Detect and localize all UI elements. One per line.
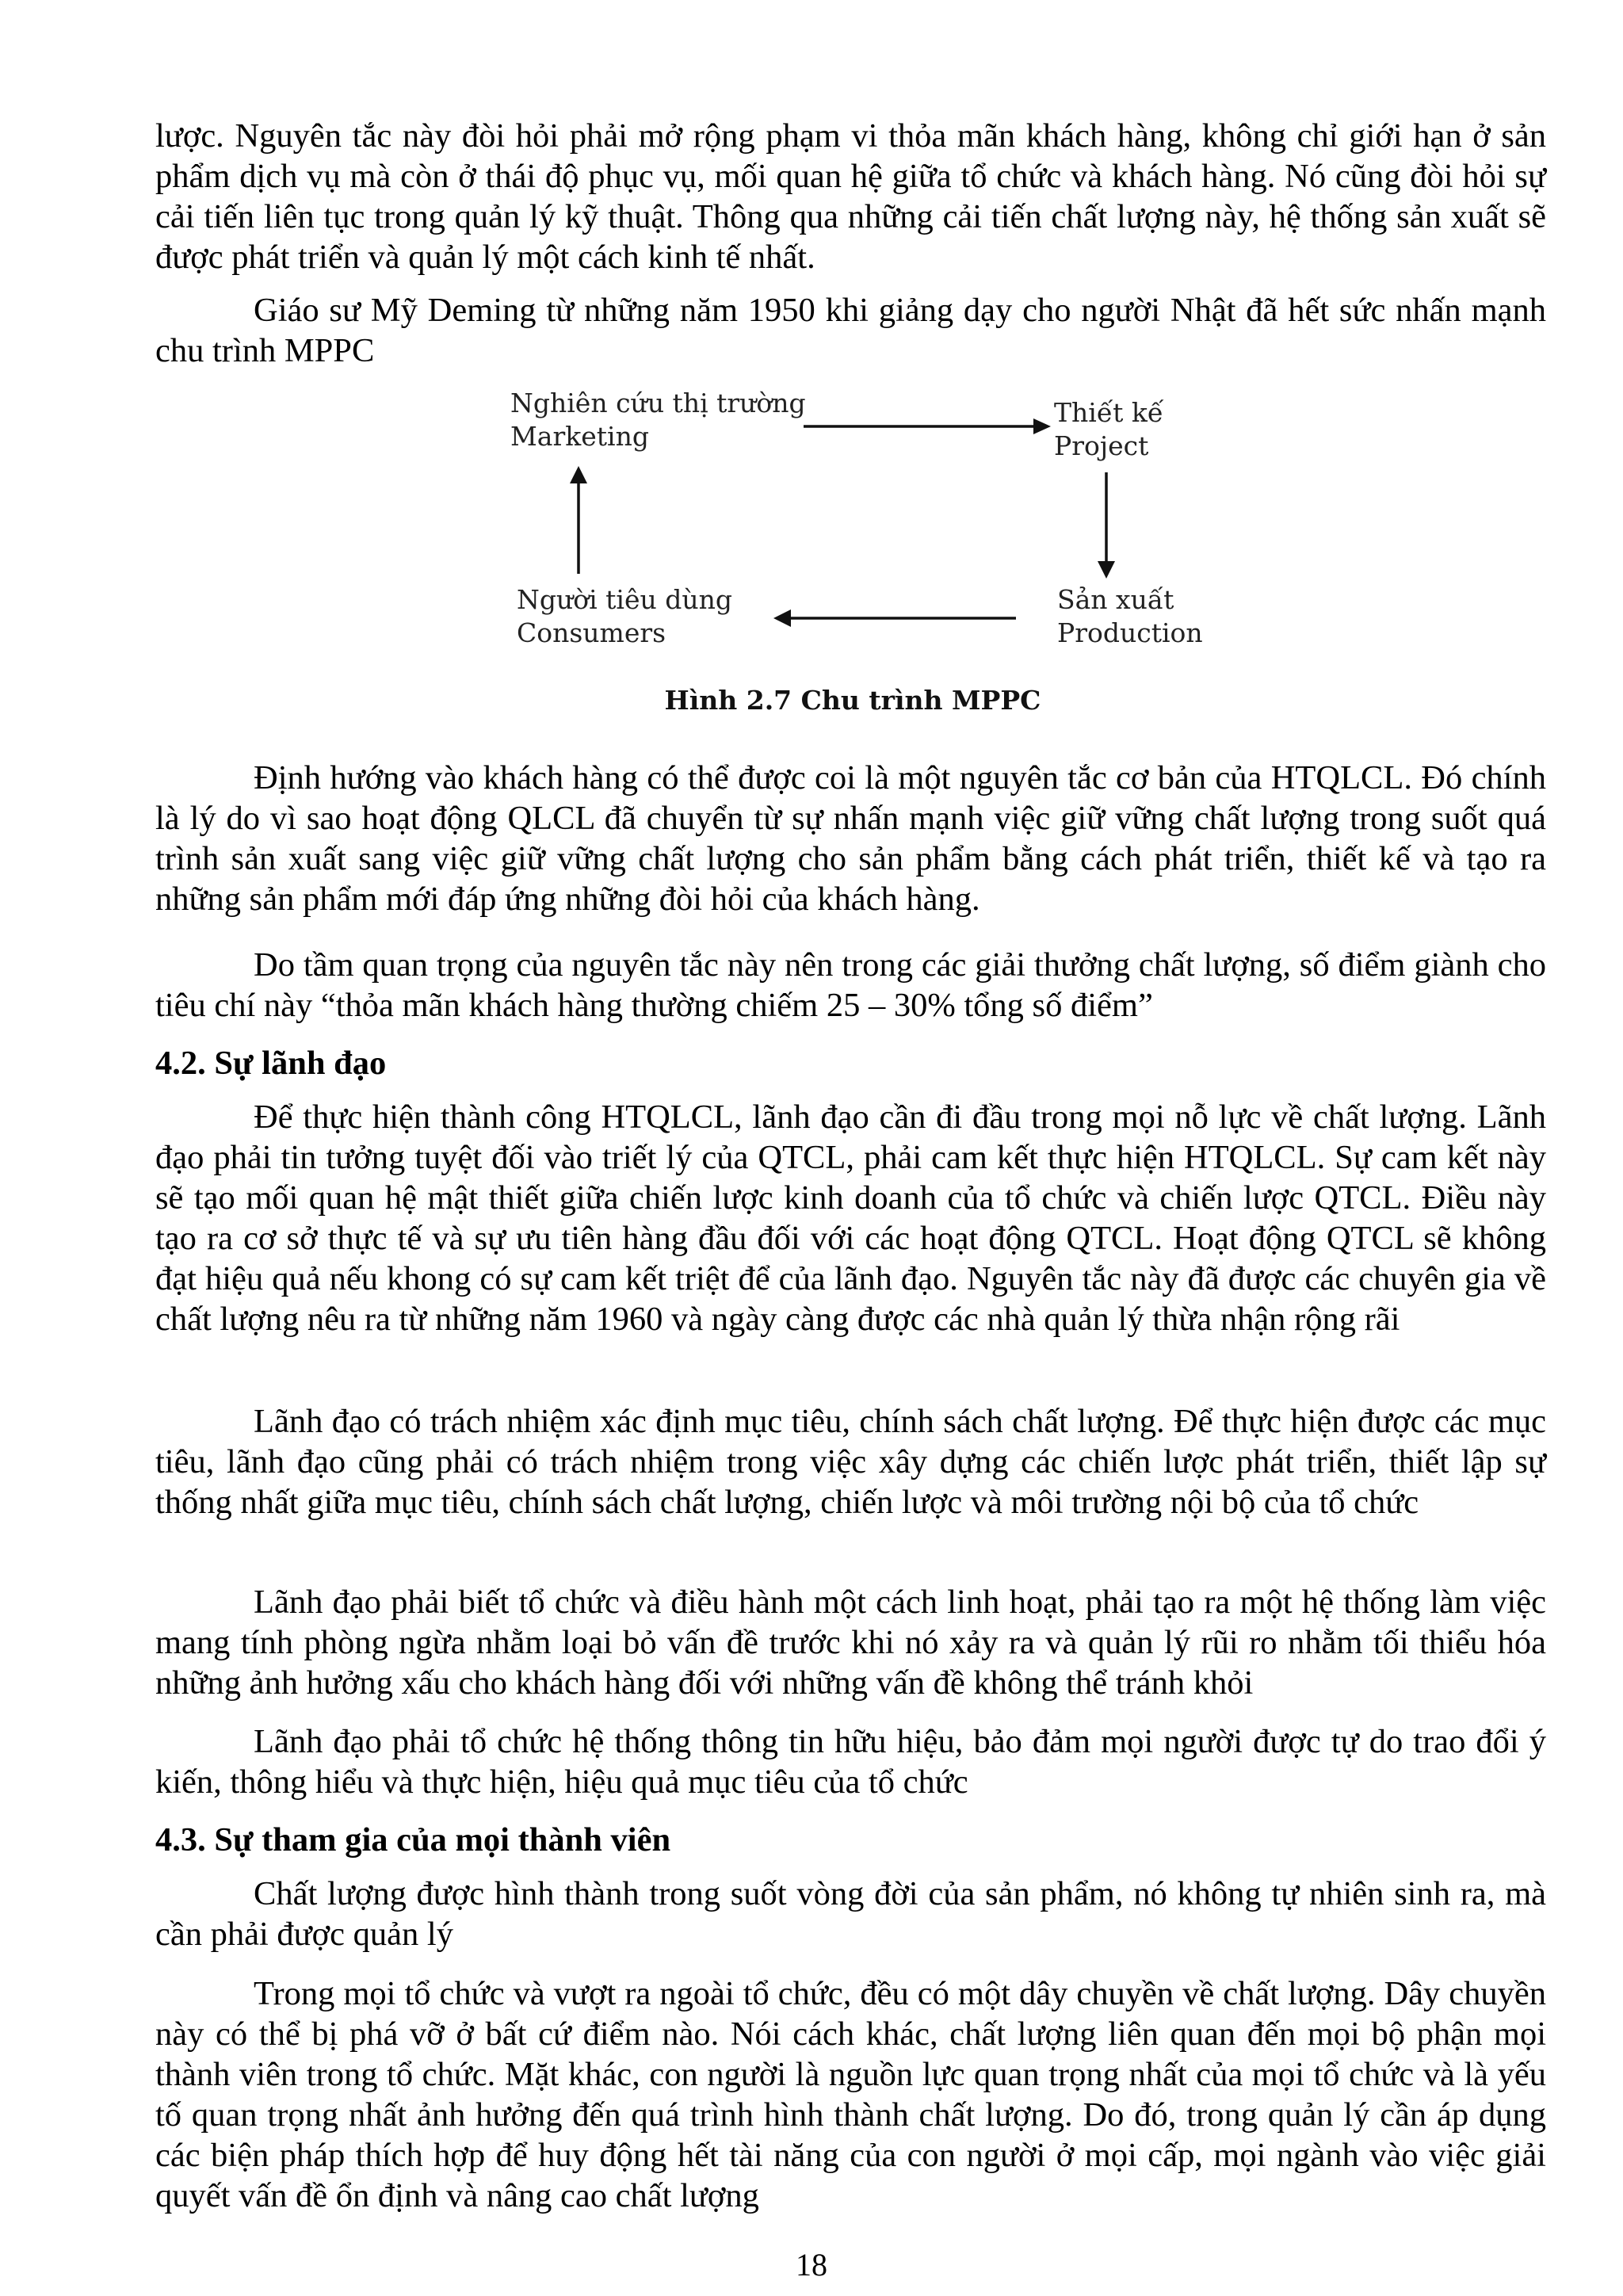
paragraph-deming: Giáo sư Mỹ Deming từ những năm 1950 khi giảng dạy cho người Nhật đã hết sức nhấn mạnh chu trình MPPC xyxy=(155,292,1546,369)
section-heading-leadership: 4.2. Sự lãnh đạo xyxy=(155,1045,387,1082)
node-marketing-vi: Nghiên cứu thị trường xyxy=(510,388,806,418)
node-marketing-en: Marketing xyxy=(510,421,649,452)
node-project-vi: Thiết kế xyxy=(1054,397,1164,428)
paragraph-leadership-objectives: Lãnh đạo có trách nhiệm xác định mục tiêu, chính sách chất lượng. Để thực hiện được các mục tiêu, lãnh đạo cũng phải có trách nhiệm trong việc xây dựng các chiến lược phát triển, thiết lập sự thống nhất giữa mục tiêu, chính sách chất lượng, chiến lược và môi trường nội bộ của tổ chức xyxy=(155,1403,1546,1521)
arrow-consumers-to-marketing xyxy=(570,466,587,574)
diagram-arrows xyxy=(504,387,1201,680)
page-number: 18 xyxy=(796,2247,827,2283)
arrow-project-to-production xyxy=(1098,472,1115,579)
paragraph-quality-chain: Trong mọi tổ chức và vượt ra ngoài tổ chức, đều có một dây chuyền về chất lượng. Dây chuyền này có thể bị phá vỡ ở bất cứ điểm nào. Nói cách khác, chất lượng liên quan đến mọi bộ phận mọi thành viên trong tổ chức. Mặt khác, con người là nguồn lực quan trọng nhất của mọi tổ chức và là yếu tố quan trọng nhất ảnh hưởng đến quá trình hình thành chất lượng. Do đó, trong quản lý cần áp dụng các biện pháp thích hợp để huy động hết tài năng của con người ở mọi cấp, mọi ngành vào việc giải quyết vấn đề ổn định và nâng cao chất lượng xyxy=(155,1975,1546,2214)
paragraph-quality-lifecycle: Chất lượng được hình thành trong suốt vòng đời của sản phẩm, nó không tự nhiên sinh ra, mà cần phải được quản lý xyxy=(155,1875,1546,1953)
paragraph-customer-orientation: Định hướng vào khách hàng có thể được coi là một nguyên tắc cơ bản của HTQLCL. Đó chính là lý do vì sao hoạt động QLCL đã chuyển từ sự nhấn mạnh việc giữ vững chất lượng trong suốt quá trình sản xuất sang việc giữ vững chất lượng cho sản phẩm bằng cách phát triển, thiết kế và tạo ra những sản phẩm mới đáp ứng những đòi hỏi của khách hàng. xyxy=(155,759,1546,918)
paragraph-leadership-information: Lãnh đạo phải tổ chức hệ thống thông tin hữu hiệu, bảo đảm mọi người được tự do trao đổi ý kiến, thông hiểu và thực hiện, hiệu quả mục tiêu của tổ chức xyxy=(155,1723,1546,1801)
node-production-en: Production xyxy=(1057,617,1203,648)
arrow-production-to-consumers xyxy=(773,609,1016,627)
paragraph-leadership-commitment: Để thực hiện thành công HTQLCL, lãnh đạo cần đi đầu trong mọi nỗ lực về chất lượng. Lãnh đạo phải tin tưởng tuyệt đối vào triết lý của QTCL, phải cam kết thực hiện HTQLCL. Sự cam kết này sẽ tạo mối quan hệ mật thiết giữa chiến lược kinh doanh của tổ chức và chiến lược QTCL. Điều này tạo ra cơ sở thực tế và sự ưu tiên hàng đầu đối với các hoạt động QTCL. Hoạt động QTCL sẽ không đạt hiệu quả nếu khong có sự cam kết triệt để của lãnh đạo. Nguyên tắc này đã được các chuyên gia về chất lượng nêu ra từ những năm 1960 và ngày càng được các nhà quản lý thừa nhận rộng rãi xyxy=(155,1098,1546,1338)
paragraph-leadership-flexibility: Lãnh đạo phải biết tổ chức và điều hành một cách linh hoạt, phải tạo ra một hệ thống làm việc mang tính phòng ngừa nhằm loại bỏ vấn đề trước khi nó xảy ra và quản lý rũi ro nhằm tối thiểu hóa những ảnh hưởng xấu cho khách hàng đối với những vấn đề không thể tránh khỏi xyxy=(155,1584,1546,1702)
paragraph-customer-orientation-end: lược. Nguyên tắc này đòi hỏi phải mở rộng phạm vi thỏa mãn khách hàng, không chỉ giới hạn ở sản phẩm dịch vụ mà còn ở thái độ phục vụ, mối quan hệ giữa tổ chức và khách hàng. Nó cũng đòi hỏi sự cải tiến liên tục trong quản lý kỹ thuật. Thông qua những cải tiến chất lượng này, hệ thống sản xuất sẽ được phát triển và quản lý một cách kinh tế nhất. xyxy=(155,117,1546,276)
arrow-marketing-to-project xyxy=(804,418,1051,434)
section-heading-participation: 4.3. Sự tham gia của mọi thành viên xyxy=(155,1821,671,1859)
node-project-en: Project xyxy=(1054,430,1149,461)
node-production-vi: Sản xuất xyxy=(1057,584,1174,615)
node-consumers-vi: Người tiêu dùng xyxy=(517,584,733,615)
paragraph-quality-awards: Do tầm quan trọng của nguyên tắc này nên trong các giải thưởng chất lượng, số điểm giành cho tiêu chí này “thỏa mãn khách hàng thường chiếm 25 – 30% tổng số điểm” xyxy=(155,946,1546,1024)
figure-caption: Hình 2.7 Chu trình MPPC xyxy=(664,685,1041,716)
node-consumers-en: Consumers xyxy=(517,617,666,648)
